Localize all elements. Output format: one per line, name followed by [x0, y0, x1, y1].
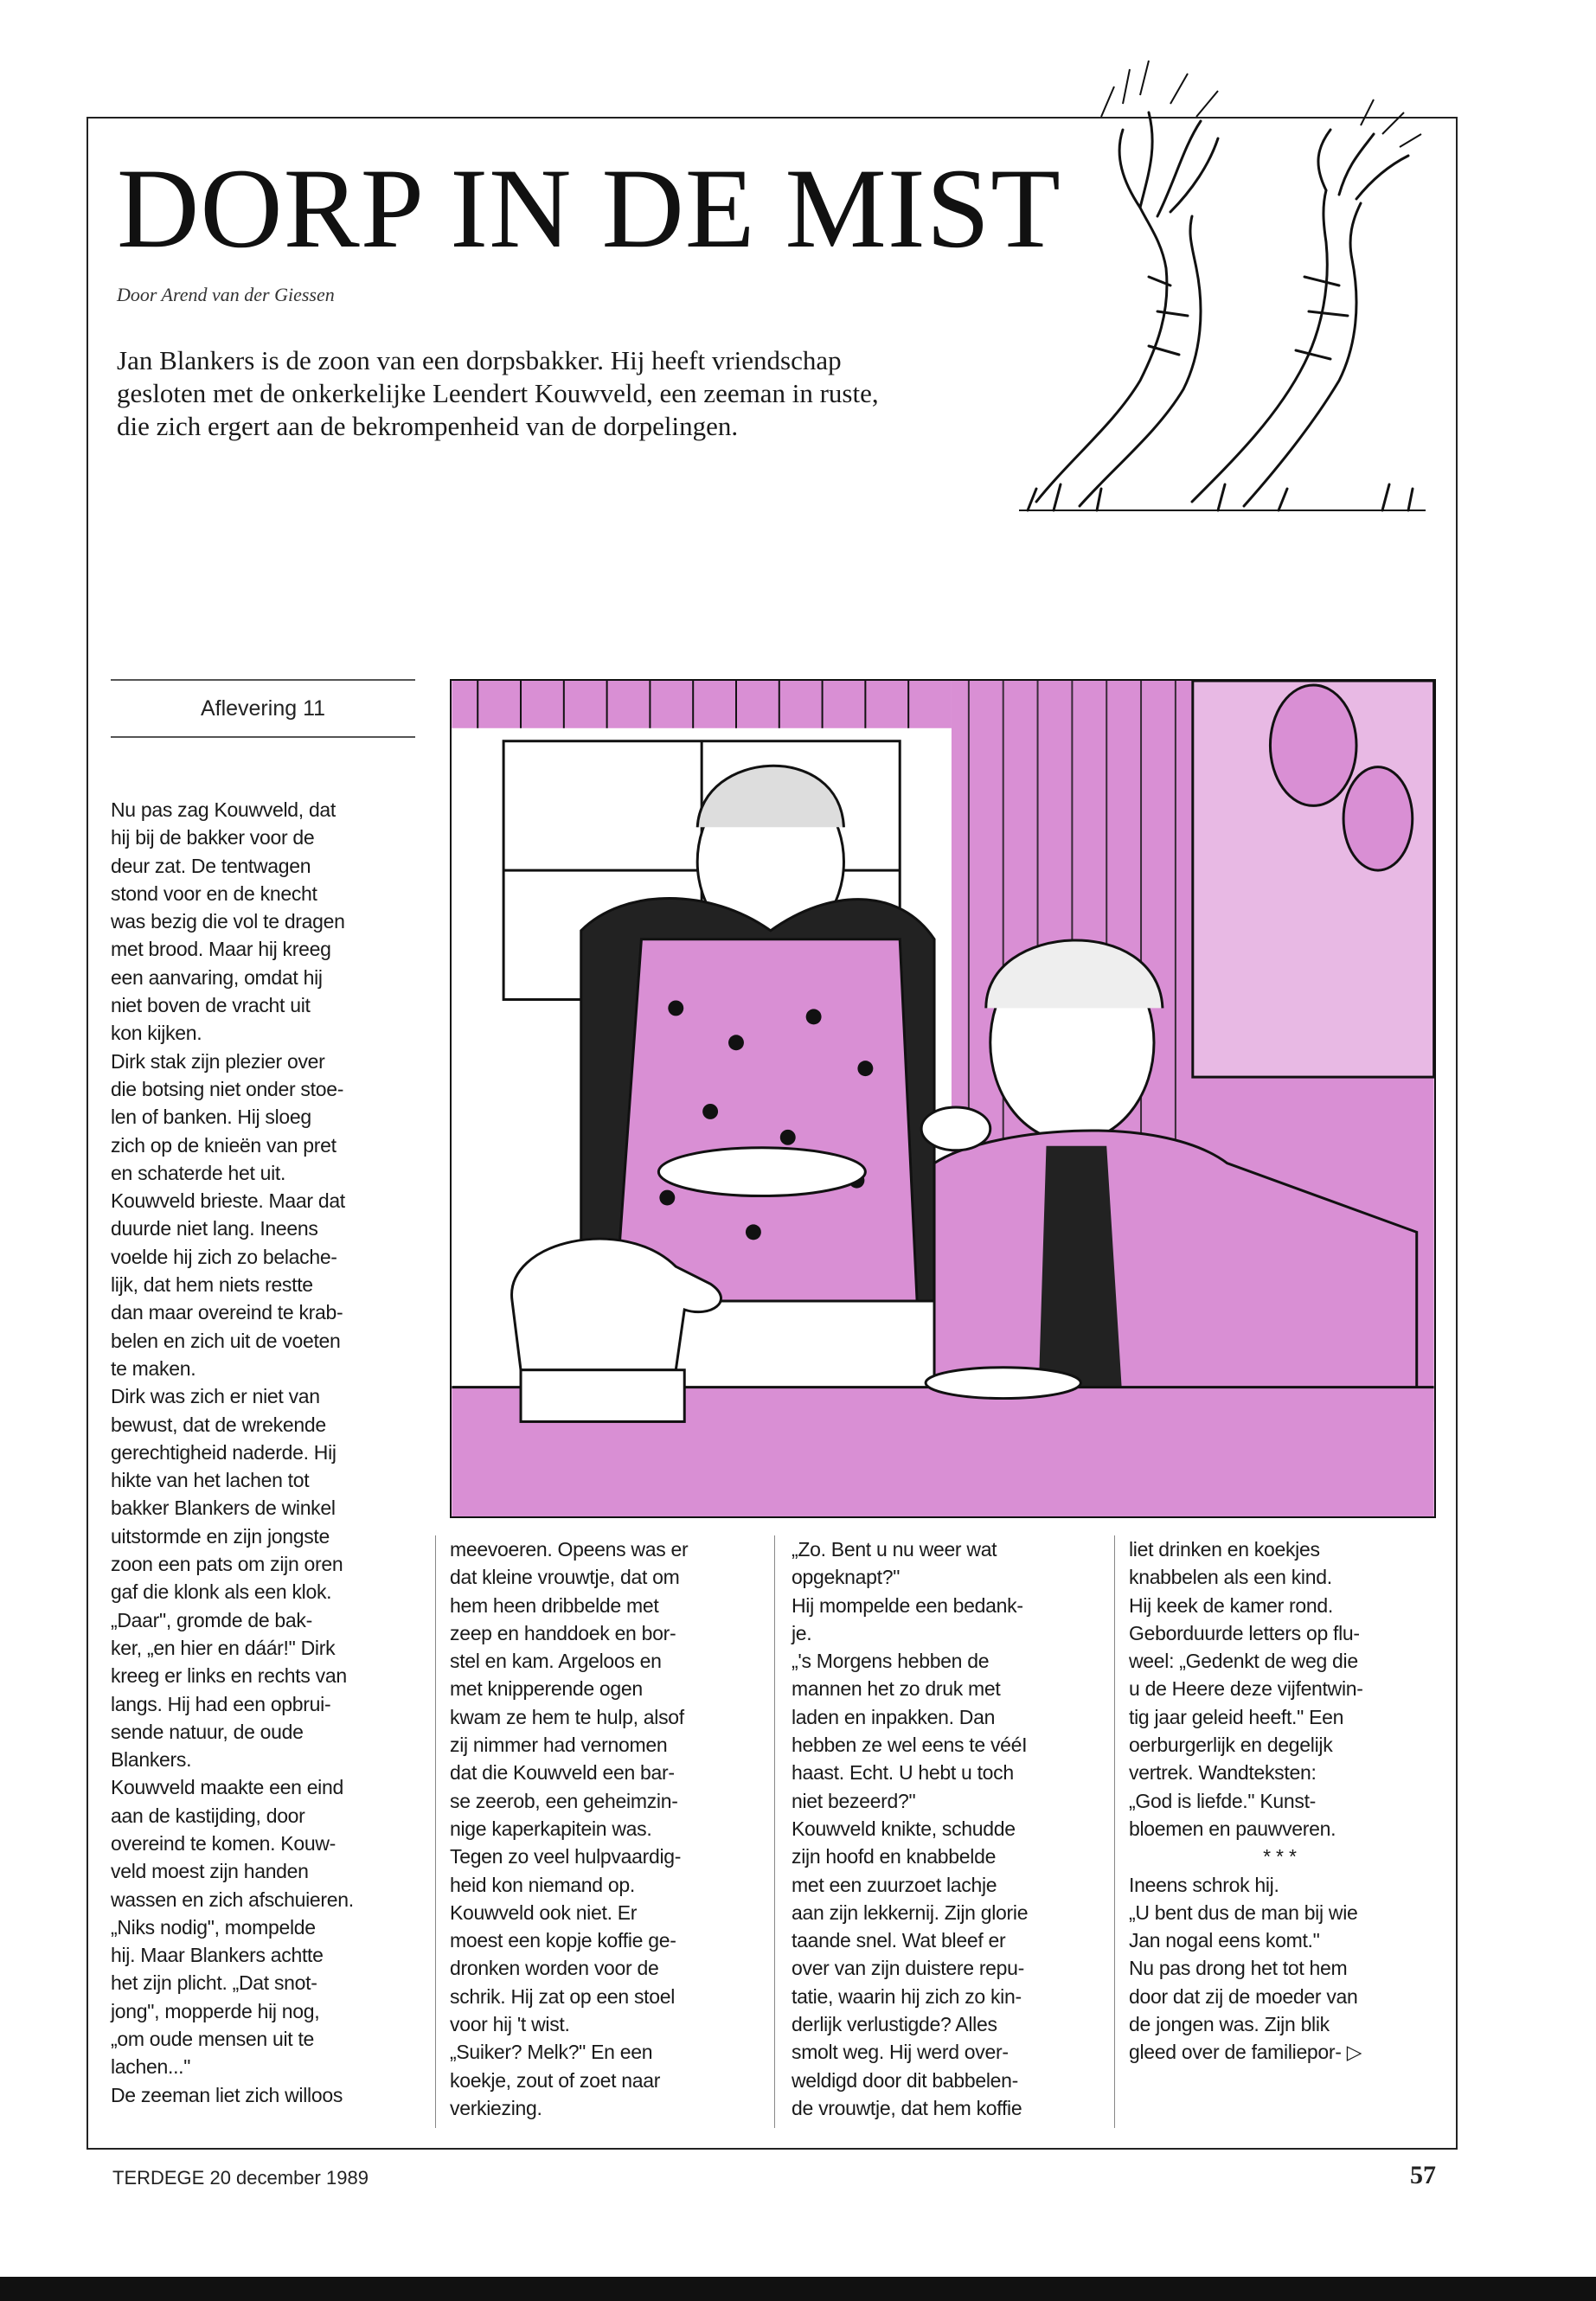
column-1-text: Nu pas zag Kouwveld, dat hij bij de bakker voor de deur zat. De tentwagen stond voor en de knecht was bezig die vol te dragen met brood. Maar hij kreeg een aanvaring, omdat hij niet boven de vracht uit kon kijken. Dirk stak zijn plezier over die botsing niet onder stoe- len of banken. Hij sloeg zich op de knieën van pret en schaterde het uit. Kouwveld brieste. Maar dat duurde niet lang. Ineens voelde hij zich zo belache- lijk, dat hem niets restte dan maar overeind te krab- belen en zich uit de voeten te maken. Dirk was zich er niet van bewust, dat de wrekende gerechtigheid naderde. Hij hikte van het lachen tot bakker Blankers de winkel uitstormde en zijn jongste zoon een pats om zijn oren gaf die klonk als een klok. „Daar", gromde de bak- ker, „en hier en dáár!" Dirk kreeg er links en rechts van langs. Hij had een opbrui- sende natuur, de oude Blankers. Kouwveld maakte een eind aan de kastijding, door overeind te komen. Kouw- veld moest zijn handen wassen en zich afschuieren. „Niks nodig", mompelde hij. Maar Blankers achtte het zijn plicht. „Dat snot- jong", mopperde hij nog, „om oude mensen uit te lachen..." De zeeman liet zich willoos — [111, 798, 354, 2106]
bottom-edge-bar — [0, 2277, 1596, 2301]
column-4-text-a: liet drinken en koekjes knabbelen als een kind. Hij keek de kamer rond. Geborduurde letters op flu- weel: „Gedenkt de weg die u de Heere deze vijfentwin- tig jaar geleid heeft." Een oerburgerlijk en degelijk vertrek. Wandteksten: „God is liefde." Kunst- bloemen en pauwveren. — [1129, 1538, 1363, 1840]
column-divider — [435, 1535, 436, 2128]
column-4-text-b: Ineens schrok hij. „U bent dus de man bij wie Jan nogal eens komt." Nu pas drong het tot hem door dat zij de moeder van de jongen was. Zijn blik gleed over de familiepor- ▷ — [1129, 1873, 1362, 2064]
article-title: DORP IN DE MIST — [117, 144, 1061, 272]
text-column-3 — [792, 1535, 1094, 2122]
episode-label: Aflevering 11 — [111, 679, 415, 738]
text-column-1 — [111, 796, 422, 2109]
column-3-text: „Zo. Bent u nu weer wat opgeknapt?" Hij mompelde een bedank- je. „'s Morgens hebben de mannen het zo druk met laden en inpakken. Dan hebben ze wel eens te vééI haast. Echt. U hebt u toch niet bezeerd?" Kouwveld knikte, schudde zijn hoofd en knabbelde met een zuurzoet lachje aan zijn lekkernij. Zijn glorie taande snel. Wat bleef er over van zijn duistere repu- tatie, waarin hij zich zo kin- derlijk verlustigde? Alles smolt weg. Hij werd over- weldigd door dit babbelen- de vrouwtje, dat hem koffie — [792, 1538, 1029, 2119]
coffee-scene-illustration — [450, 679, 1436, 1518]
page-number: 57 — [1410, 2161, 1436, 2189]
section-break-stars: *** — [1263, 1845, 1302, 1868]
willow-tree-illustration — [1019, 52, 1426, 523]
column-divider — [774, 1535, 775, 2128]
text-column-4 — [1129, 1535, 1436, 2067]
column-2-text: meevoeren. Opeens was er dat kleine vrouwtje, dat om hem heen dribbelde met zeep en handdoek en bor- stel en kam. Argeloos en met knipperende ogen kwam ze hem te hulp, alsof zij nimmer had vernomen dat die Kouwveld een bar- se zeerob, een geheimzin- nige kaperkapitein was. Tegen zo veel hulpvaardig- heid kon niemand op. Kouwveld ook niet. Er moest een kopje koffie ge- dronken worden voor de schrik. Hij zat op een stoel voor hij 't wist. „Suiker? Melk?" En een koekje, zout of zoet naar verkiezing. — [450, 1538, 689, 2119]
text-column-2 — [450, 1535, 753, 2122]
publication-footer: TERDEGE 20 december 1989 — [112, 2167, 369, 2189]
article-byline: Door Arend van der Giessen — [117, 284, 335, 305]
column-divider — [1114, 1535, 1115, 2128]
article-intro: Jan Blankers is de zoon van een dorpsbakker. Hij heeft vriendschap gesloten met de onkerkelijke Leendert Kouwveld, een zeeman in ruste, die zich ergert aan de bekrompenheid van de dorpelingen. — [117, 345, 879, 441]
